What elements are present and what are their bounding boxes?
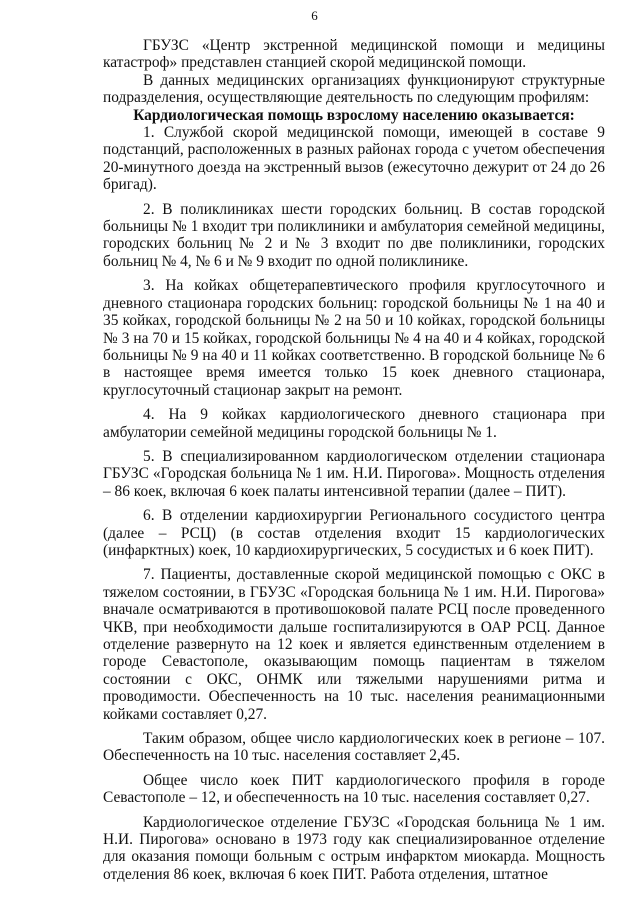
paragraph-total-beds: Таким образом, общее число кардиологических коек в регионе – 107. Обеспеченность на 10 тыс. населения составляет 2,45. xyxy=(103,730,605,765)
paragraph-item-7: 7. Пациенты, доставленные скорой медицинской помощью с ОКС в тяжелом состоянии, в ГБУЗС «Городская больница № 1 им. Н.И. Пирогова» вначале осматриваются в противошоковой палате РСЦ после проведенного ЧКВ, при необходимости дальше госпитализируются в ОАР РСЦ. Данное отделение развернуто на 12 коек и является единственным отделением в городе Севастополе, оказывающим помощь пациентам в тяжелом состоянии с ОКС, ОНМК или тяжелыми нарушениями ритма и проводимости. Обеспеченность на 10 тыс. населения реанимационными койками составляет 0,27. xyxy=(103,566,605,723)
page-number: 6 xyxy=(311,8,318,23)
paragraph-cardiology-department: Кардиологическое отделение ГБУЗС «Городская больница № 1 им. Н.И. Пирогова» основано в 1973 году как специализированное отделение для оказания помощи больным с острым инфарктом миокарда. Мощность отделения 86 коек, включая 6 коек ПИТ. Работа отделения, штатное xyxy=(103,813,605,883)
paragraph-item-6: 6. В отделении кардиохирургии Регионального сосудистого центра (далее – РСЦ) (в состав отделения входит 15 кардиологических (инфарктных) коек, 10 кардиохирургических, 5 сосудистых и 6 коек ПИТ). xyxy=(103,507,605,559)
document-body xyxy=(103,37,605,883)
paragraph-icu-beds: Общее число коек ПИТ кардиологического профиля в городе Севастополе – 12, и обеспеченность на 10 тыс. населения составляет 0,27. xyxy=(103,771,605,807)
paragraph-structural-units: В данных медицинских организациях функционируют структурные подразделения, осуществляющие деятельность по следующим профилям: xyxy=(103,71,605,107)
paragraph-item-5: 5. В специализированном кардиологическом отделении стационара ГБУЗС «Городская больница № 1 им. Н.И. Пирогова». Мощность отделения – 86 коек, включая 6 коек палаты интенсивной терапии (далее – ПИТ). xyxy=(103,447,605,500)
section-heading: Кардиологическая помощь взрослому населению оказывается: xyxy=(133,106,575,124)
paragraph-item-2: 2. В поликлиниках шести городских больниц. В состав городской больницы № 1 входит три поликлиники и амбулатория семейной медицины, городских больниц № 2 и № 3 входит по две поликлиники, городских больниц № 4, № 6 и № 9 входит по одной поликлинике. xyxy=(103,200,605,270)
paragraph-emergency-center: ГБУЗС «Центр экстренной медицинской помощи и медицины катастроф» представлен станцией скорой медицинской помощи. xyxy=(103,37,605,72)
paragraph-item-1: 1. Службой скорой медицинской помощи, имеющей в составе 9 подстанций, расположенных в разных районах города с учетом обеспечения 20-минутного доезда на экстренный вызов (ежесуточно дежурит от 24 до 26 бригад). xyxy=(103,124,605,194)
paragraph-item-4: 4. На 9 койках кардиологического дневного стационара при амбулатории семейной медицины городской больницы № 1. xyxy=(103,406,605,441)
paragraph-item-3: 3. На койках общетерапевтического профиля круглосуточного и дневного стационара городских больниц: городской больницы № 1 на 40 и 35 койках, городской больницы № 2 на 50 и 10 койках, городской больницы № 3 на 70 и 15 койках, городской больницы № 4 на 40 и 4 койках, городской больницы № 9 на 40 и 11 койках соответственно. В городской больнице № 6 в настоящее время имеется только 15 коек дневного стационара, круглосуточный стационар закрыт на ремонт. xyxy=(103,277,605,399)
